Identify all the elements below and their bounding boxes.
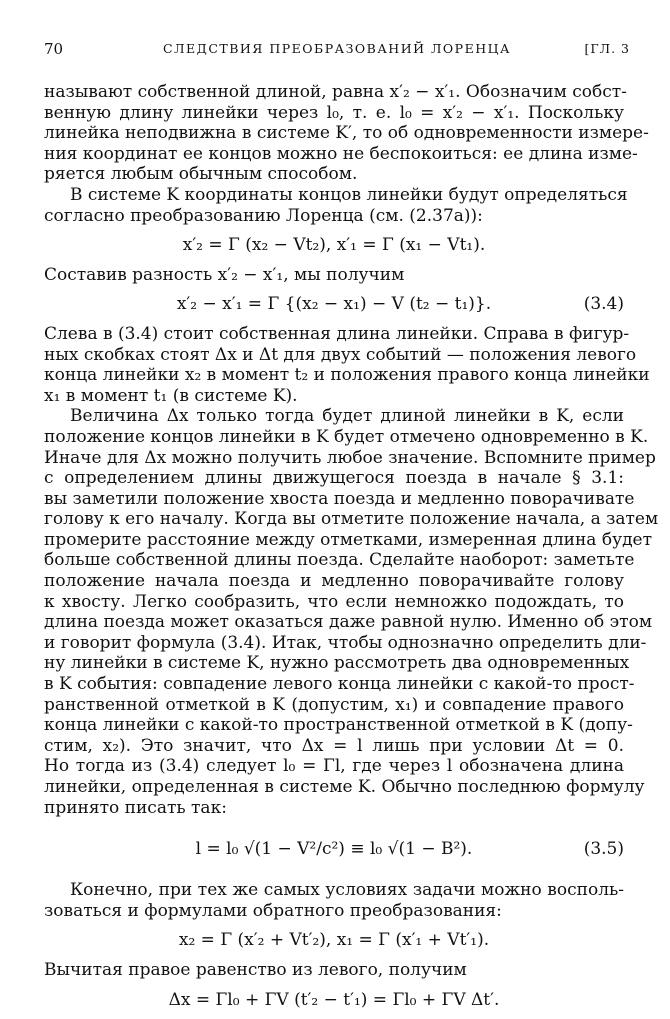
text-line: ряется любым обычным способом.	[44, 164, 358, 185]
paragraph-6	[44, 880, 624, 921]
text-line: Но тогда из (3.4) следует l₀ = Γl, где через l обозначена длина	[44, 756, 624, 777]
text-line: ных скобках стоят Δx и Δt для двух событий — положения левого	[44, 344, 637, 365]
running-header	[44, 40, 630, 64]
text-line: конца линейки x₂ в момент t₂ и положения правого конца линейки	[44, 365, 650, 386]
equation-3-5	[44, 830, 624, 868]
text-line: ну линейки в системе K, нужно рассмотреть два одновременных	[44, 653, 630, 674]
text-line: вы заметили положение хвоста поезда и медленно поворачивате	[44, 488, 635, 509]
text-line: к хвосту. Легко сообразить, что если немножко подождать, то	[44, 591, 624, 612]
text-line: Слева в (3.4) стоит собственная длина линейки. Справа в фигур-	[44, 323, 630, 344]
equation-text: Δx = Γl₀ + ΓV (t′₂ − t′₁) = Γl₀ + ΓV Δt′.	[168, 989, 500, 1010]
text-line: Иначе для Δx можно получить любое значение. Вспомните пример	[44, 447, 656, 468]
equation-text: l = l₀ √(1 − V²/c²) ≡ l₀ √(1 − B²).	[195, 839, 473, 860]
equation-lorentz	[44, 235, 624, 256]
text-line: длина поезда может оказаться даже равной нулю. Именно об этом	[44, 612, 653, 633]
text-line: линейки, определенная в системе K. Обычно последнюю формулу	[44, 777, 645, 797]
text-line: ранственной отметкой в K (допустим, x₁) и совпадение правого	[44, 694, 624, 715]
equation-number: (3.5)	[583, 839, 624, 860]
text-line: Составив разность x′₂ − x′₁, мы получим	[44, 264, 405, 285]
paragraph-7	[44, 960, 624, 981]
text-line: в K события: совпадение левого конца линейки с какой-то прост-	[44, 674, 635, 695]
paragraph-3	[44, 265, 624, 286]
text-line: голову к его началу. Когда вы отметите положение начала, а затем	[44, 509, 659, 530]
text-line: Величина Δx только тогда будет длиной линейки в K, если	[70, 406, 624, 427]
text-line: стим, x₂). Это значит, что Δx = l лишь при условии Δt = 0.	[44, 735, 624, 756]
text-line: конца линейки с какой-то пространственной отметкой в K (допу-	[44, 715, 633, 736]
paragraph-5	[44, 406, 659, 818]
text-line: и говорит формула (3.4). Итак, чтобы однозначно определить дли-	[44, 632, 647, 653]
text-line: Конечно, при тех же самых условиях задачи можно восполь-	[70, 880, 624, 901]
running-title: СЛЕДСТВИЯ ПРЕОБРАЗОВАНИЙ ЛОРЕНЦА	[163, 41, 511, 56]
text-line: ния координат ее концов можно не беспокоиться: ее длина изме-	[44, 143, 638, 164]
text-line: венную длину линейки через l₀, т. е. l₀ = x′₂ − x′₁. Поскольку	[44, 102, 624, 123]
paragraph-1	[44, 82, 649, 185]
equation-3-4	[44, 294, 624, 315]
text-line: с определением длины движущегося поезда в начале § 3.1:	[44, 468, 624, 489]
chapter-label: [ГЛ. 3	[584, 41, 630, 56]
paragraph-2	[44, 184, 628, 226]
equation-text: x₂ = Γ (x′₂ + Vt′₂), x₁ = Γ (x′₁ + Vt′₁).	[178, 930, 490, 951]
text-line: принято писать так:	[44, 797, 227, 818]
text-line: положение концов линейки в K будет отмечено одновременно в K.	[44, 426, 649, 447]
text-line: больше собственной длины поезда. Сделайте наоборот: заметьте	[44, 550, 635, 571]
text-line: В системе K координаты концов линейки будут определяться	[70, 184, 628, 205]
page-body	[44, 82, 659, 1019]
text-line: промерите расстояние между отметками, измеренная длина будет	[44, 529, 652, 550]
text-line: зоваться и формулами обратного преобразования:	[44, 900, 502, 921]
text-line: положение начала поезда и медленно поворачивайте голову	[44, 571, 624, 592]
equation-number: (3.4)	[583, 294, 624, 315]
equation-text: x′₂ = Γ (x₂ − Vt₂), x′₁ = Γ (x₁ − Vt₁).	[182, 235, 486, 256]
text-line: согласно преобразованию Лоренца (см. (2.37а)):	[44, 205, 483, 226]
page-number: 70	[44, 40, 64, 58]
text-line: Вычитая правое равенство из левого, получим	[44, 959, 467, 980]
text-line: линейка неподвижна в системе K′, то об одновременности измере-	[44, 123, 649, 144]
paragraph-4	[44, 323, 650, 406]
equation-inverse	[44, 930, 624, 951]
text-line: называют собственной длиной, равна x′₂ − x′₁. Обозначим собст-	[44, 82, 627, 102]
equation-text: x′₂ − x′₁ = Γ {(x₂ − x₁) − V (t₂ − t₁)}.	[176, 294, 492, 315]
equation-delta-x	[44, 990, 624, 1011]
text-line: x₁ в момент t₁ (в системе K).	[44, 385, 298, 406]
